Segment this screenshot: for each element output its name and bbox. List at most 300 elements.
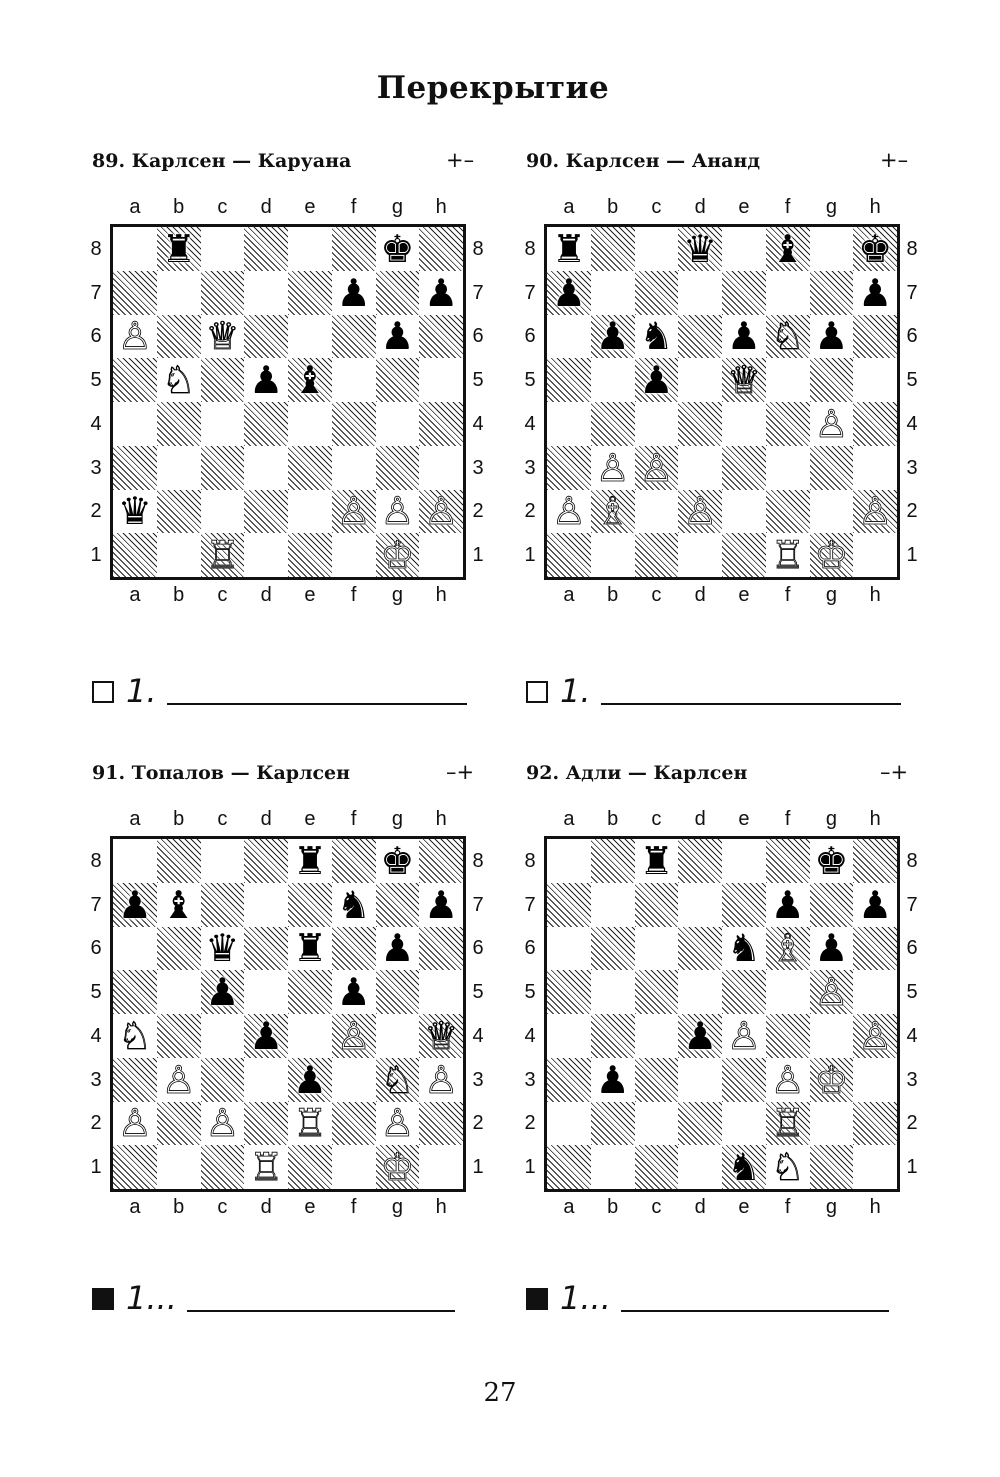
rank-label-3: 3 — [524, 1068, 536, 1091]
square-a5 — [113, 358, 157, 402]
file-label-d: d — [694, 808, 706, 830]
square-a1 — [547, 533, 591, 577]
file-label-f: f — [784, 808, 791, 830]
piece-bB-b7: ♝ — [161, 882, 196, 927]
square-d7 — [244, 271, 288, 315]
rank-label-2: 2 — [90, 1112, 102, 1135]
piece-bP-d4: ♟ — [249, 1013, 284, 1058]
square-a6 — [547, 927, 591, 971]
rank-label-8: 8 — [472, 849, 484, 872]
answer-input-line[interactable] — [601, 703, 901, 705]
square-a4 — [113, 402, 157, 446]
piece-wP-b3: ♙ — [161, 1057, 196, 1102]
file-label-d: d — [260, 1196, 272, 1218]
file-label-a: a — [129, 808, 141, 830]
file-label-h: h — [869, 1196, 881, 1218]
piece-bP-f5: ♟ — [336, 970, 371, 1015]
answer-row — [92, 672, 467, 710]
square-a5 — [547, 358, 591, 402]
evaluation-mark: +– — [446, 148, 475, 172]
rank-label-8: 8 — [524, 237, 536, 260]
square-d2 — [244, 490, 288, 534]
square-f7 — [332, 883, 376, 927]
piece-bN-e1: ♞ — [726, 1145, 761, 1190]
square-g3 — [810, 446, 854, 490]
square-a5 — [113, 970, 157, 1014]
rank-label-8: 8 — [90, 849, 102, 872]
evaluation-mark: –+ — [446, 760, 475, 784]
square-g2 — [810, 1102, 854, 1146]
piece-bK-h8: ♚ — [858, 226, 893, 271]
file-label-c: c — [217, 808, 228, 830]
piece-bP-d4: ♟ — [683, 1013, 718, 1058]
rank-label-6: 6 — [472, 325, 484, 348]
file-label-e: e — [304, 1196, 316, 1218]
square-c8 — [635, 839, 679, 883]
rank-label-5: 5 — [906, 981, 918, 1004]
square-c2 — [635, 490, 679, 534]
square-a4 — [547, 1014, 591, 1058]
square-h3 — [419, 446, 463, 490]
piece-bB-f8: ♝ — [770, 226, 805, 271]
chess-board — [544, 836, 900, 1192]
rank-label-7: 7 — [472, 281, 484, 304]
square-e2 — [288, 1102, 332, 1146]
square-a3 — [113, 1058, 157, 1102]
square-e1 — [288, 533, 332, 577]
rank-label-4: 4 — [90, 1024, 102, 1047]
file-label-e: e — [738, 808, 750, 830]
square-c8 — [201, 839, 245, 883]
rank-label-6: 6 — [906, 325, 918, 348]
white-to-move-icon — [92, 681, 114, 703]
square-c5 — [635, 970, 679, 1014]
square-c1 — [635, 1145, 679, 1189]
square-d8 — [244, 839, 288, 883]
rank-label-1: 1 — [524, 1156, 536, 1179]
square-c4 — [201, 402, 245, 446]
rank-label-4: 4 — [472, 412, 484, 435]
square-e6 — [722, 927, 766, 971]
piece-wN-a4: ♘ — [117, 1013, 152, 1058]
square-f4 — [766, 402, 810, 446]
rank-label-6: 6 — [472, 937, 484, 960]
square-h6 — [419, 315, 463, 359]
square-d5 — [244, 970, 288, 1014]
square-b8 — [157, 227, 201, 271]
square-d7 — [244, 883, 288, 927]
square-d6 — [678, 315, 722, 359]
square-b5 — [157, 970, 201, 1014]
square-h8 — [419, 227, 463, 271]
answer-row — [526, 672, 901, 710]
piece-bQ-d8: ♛ — [683, 226, 718, 271]
square-a7 — [113, 883, 157, 927]
piece-wQ-h4: ♕ — [424, 1013, 459, 1058]
answer-row — [526, 1279, 889, 1317]
rank-label-2: 2 — [524, 1112, 536, 1135]
piece-bR-e6: ♜ — [292, 926, 327, 971]
square-b3 — [157, 446, 201, 490]
square-c3 — [201, 446, 245, 490]
square-h1 — [419, 533, 463, 577]
square-b3 — [157, 1058, 201, 1102]
square-a2 — [113, 490, 157, 534]
square-b6 — [591, 927, 635, 971]
diagram-caption: 91. Топалов — Карлсен — [92, 762, 351, 784]
square-b5 — [157, 358, 201, 402]
rank-label-3: 3 — [472, 1068, 484, 1091]
piece-bP-e6: ♟ — [726, 314, 761, 359]
square-b5 — [591, 358, 635, 402]
square-d6 — [678, 927, 722, 971]
piece-wP-d2: ♙ — [683, 489, 718, 534]
piece-bP-g6: ♟ — [814, 314, 849, 359]
rank-label-2: 2 — [472, 1112, 484, 1135]
rank-label-4: 4 — [524, 412, 536, 435]
square-c3 — [635, 1058, 679, 1102]
square-d1 — [678, 1145, 722, 1189]
piece-wP-b3: ♙ — [595, 445, 630, 490]
square-f4 — [332, 1014, 376, 1058]
square-f8 — [766, 839, 810, 883]
piece-wP-a6: ♙ — [117, 314, 152, 359]
square-d2 — [678, 490, 722, 534]
square-f1 — [766, 533, 810, 577]
square-h6 — [853, 315, 897, 359]
square-d7 — [678, 271, 722, 315]
piece-wN-f1: ♘ — [770, 1145, 805, 1190]
square-h8 — [853, 227, 897, 271]
piece-bR-c8: ♜ — [639, 838, 674, 883]
piece-bQ-a2: ♛ — [117, 489, 152, 534]
square-g4 — [810, 402, 854, 446]
square-d8 — [678, 227, 722, 271]
square-g3 — [376, 446, 420, 490]
piece-wR-f2: ♖ — [770, 1101, 805, 1146]
square-d3 — [678, 446, 722, 490]
answer-input-line[interactable] — [621, 1310, 889, 1312]
chess-board — [110, 836, 466, 1192]
square-h2 — [419, 490, 463, 534]
file-label-f: f — [350, 584, 357, 606]
chess-board — [544, 224, 900, 580]
piece-wP-f3: ♙ — [770, 1057, 805, 1102]
square-e7 — [722, 883, 766, 927]
rank-label-1: 1 — [472, 544, 484, 567]
square-f2 — [766, 1102, 810, 1146]
rank-label-7: 7 — [906, 281, 918, 304]
file-label-g: g — [391, 808, 403, 830]
square-f3 — [332, 446, 376, 490]
file-label-d: d — [260, 196, 272, 218]
rank-label-2: 2 — [906, 500, 918, 523]
square-a1 — [547, 1145, 591, 1189]
square-e2 — [722, 1102, 766, 1146]
square-g5 — [810, 970, 854, 1014]
file-label-c: c — [651, 196, 662, 218]
rank-label-6: 6 — [906, 937, 918, 960]
square-a8 — [547, 839, 591, 883]
piece-wB-b2: ♗ — [595, 489, 630, 534]
piece-bP-a7: ♟ — [117, 882, 152, 927]
square-d4 — [244, 1014, 288, 1058]
square-e8 — [288, 839, 332, 883]
square-a8 — [547, 227, 591, 271]
square-h2 — [853, 1102, 897, 1146]
piece-wR-f1: ♖ — [770, 533, 805, 578]
square-e8 — [288, 227, 332, 271]
square-a1 — [113, 533, 157, 577]
square-h3 — [853, 446, 897, 490]
file-label-g: g — [391, 196, 403, 218]
file-label-g: g — [825, 584, 837, 606]
square-g6 — [810, 315, 854, 359]
square-g7 — [376, 883, 420, 927]
square-h6 — [419, 927, 463, 971]
square-h4 — [419, 402, 463, 446]
square-b6 — [591, 315, 635, 359]
square-d5 — [244, 358, 288, 402]
square-f5 — [332, 358, 376, 402]
square-g2 — [810, 490, 854, 534]
piece-bP-b6: ♟ — [595, 314, 630, 359]
square-g1 — [810, 1145, 854, 1189]
file-label-c: c — [217, 584, 228, 606]
file-label-b: b — [173, 1196, 185, 1218]
file-label-e: e — [304, 584, 316, 606]
square-a7 — [113, 271, 157, 315]
square-c4 — [201, 1014, 245, 1058]
square-f4 — [766, 1014, 810, 1058]
piece-wP-g2: ♙ — [380, 1101, 415, 1146]
piece-bP-f7: ♟ — [770, 882, 805, 927]
square-e3 — [288, 1058, 332, 1102]
square-f8 — [766, 227, 810, 271]
square-d6 — [244, 927, 288, 971]
square-e8 — [722, 227, 766, 271]
square-b6 — [157, 315, 201, 359]
rank-label-5: 5 — [524, 981, 536, 1004]
square-e5 — [722, 970, 766, 1014]
square-b4 — [157, 402, 201, 446]
piece-wP-a2: ♙ — [551, 489, 586, 534]
square-a2 — [547, 1102, 591, 1146]
piece-bN-e6: ♞ — [726, 926, 761, 971]
rank-label-4: 4 — [906, 1024, 918, 1047]
square-d8 — [244, 227, 288, 271]
piece-bR-a8: ♜ — [551, 226, 586, 271]
square-g3 — [810, 1058, 854, 1102]
rank-label-3: 3 — [472, 456, 484, 479]
square-h5 — [419, 358, 463, 402]
square-a7 — [547, 883, 591, 927]
rank-label-7: 7 — [906, 893, 918, 916]
square-c6 — [201, 315, 245, 359]
file-label-d: d — [694, 196, 706, 218]
square-f6 — [766, 315, 810, 359]
rank-label-8: 8 — [906, 237, 918, 260]
piece-bR-b8: ♜ — [161, 226, 196, 271]
square-f1 — [332, 1145, 376, 1189]
piece-bB-e5: ♝ — [292, 358, 327, 403]
square-e1 — [722, 533, 766, 577]
piece-bP-g6: ♟ — [814, 926, 849, 971]
piece-bP-c5: ♟ — [639, 358, 674, 403]
square-h7 — [419, 271, 463, 315]
square-h3 — [853, 1058, 897, 1102]
square-a6 — [113, 315, 157, 359]
chess-board — [110, 224, 466, 580]
file-label-h: h — [435, 196, 447, 218]
diagram-caption: 89. Карлсен — Каруана — [92, 150, 352, 172]
square-e7 — [722, 271, 766, 315]
square-b8 — [157, 839, 201, 883]
square-f6 — [332, 927, 376, 971]
square-g2 — [376, 490, 420, 534]
piece-wR-d1: ♖ — [249, 1145, 284, 1190]
square-e1 — [722, 1145, 766, 1189]
rank-label-3: 3 — [524, 456, 536, 479]
square-e7 — [288, 271, 332, 315]
square-b7 — [591, 271, 635, 315]
piece-wK-g1: ♔ — [380, 533, 415, 578]
piece-wP-f4: ♙ — [336, 1013, 371, 1058]
file-label-f: f — [784, 1196, 791, 1218]
square-c5 — [201, 358, 245, 402]
page-title: Перекрытие — [376, 70, 610, 106]
square-h7 — [853, 883, 897, 927]
piece-wN-g3: ♘ — [380, 1057, 415, 1102]
evaluation-mark: +– — [880, 148, 909, 172]
square-d3 — [244, 1058, 288, 1102]
file-label-g: g — [825, 1196, 837, 1218]
piece-bK-g8: ♚ — [814, 838, 849, 883]
square-g8 — [376, 839, 420, 883]
file-label-f: f — [350, 1196, 357, 1218]
piece-wP-h4: ♙ — [858, 1013, 893, 1058]
square-b2 — [591, 1102, 635, 1146]
square-e4 — [288, 1014, 332, 1058]
file-label-d: d — [260, 808, 272, 830]
square-h7 — [853, 271, 897, 315]
square-f7 — [766, 271, 810, 315]
rank-label-1: 1 — [90, 1156, 102, 1179]
file-label-c: c — [651, 584, 662, 606]
square-b4 — [591, 402, 635, 446]
square-a7 — [547, 271, 591, 315]
square-g5 — [376, 358, 420, 402]
square-e5 — [288, 358, 332, 402]
answer-input-line[interactable] — [187, 1310, 455, 1312]
piece-wQ-c6: ♕ — [205, 314, 240, 359]
square-f1 — [332, 533, 376, 577]
square-a2 — [113, 1102, 157, 1146]
rank-label-3: 3 — [90, 456, 102, 479]
rank-label-3: 3 — [906, 1068, 918, 1091]
rank-label-2: 2 — [90, 500, 102, 523]
square-f5 — [332, 970, 376, 1014]
file-label-e: e — [304, 196, 316, 218]
piece-wP-h2: ♙ — [858, 489, 893, 534]
piece-wR-c1: ♖ — [205, 533, 240, 578]
rank-label-5: 5 — [524, 369, 536, 392]
square-h4 — [853, 1014, 897, 1058]
piece-wP-a2: ♙ — [117, 1101, 152, 1146]
square-d1 — [244, 1145, 288, 1189]
move-prompt: 1... — [126, 1279, 177, 1317]
rank-label-5: 5 — [472, 981, 484, 1004]
black-to-move-icon — [92, 1288, 114, 1310]
square-a3 — [547, 1058, 591, 1102]
square-g7 — [810, 271, 854, 315]
square-e4 — [722, 402, 766, 446]
file-label-h: h — [435, 808, 447, 830]
square-e4 — [288, 402, 332, 446]
piece-bP-b3: ♟ — [595, 1057, 630, 1102]
square-c6 — [635, 315, 679, 359]
piece-bP-e3: ♟ — [292, 1057, 327, 1102]
file-label-f: f — [350, 808, 357, 830]
square-b2 — [591, 490, 635, 534]
square-a3 — [113, 446, 157, 490]
file-label-g: g — [391, 1196, 403, 1218]
square-c7 — [201, 271, 245, 315]
rank-label-3: 3 — [90, 1068, 102, 1091]
square-b3 — [591, 446, 635, 490]
piece-wP-g4: ♙ — [814, 401, 849, 446]
square-c1 — [201, 533, 245, 577]
rank-label-6: 6 — [524, 937, 536, 960]
black-to-move-icon — [526, 1288, 548, 1310]
file-label-b: b — [173, 196, 185, 218]
square-d7 — [678, 883, 722, 927]
file-label-e: e — [304, 808, 316, 830]
file-label-f: f — [784, 196, 791, 218]
square-d2 — [678, 1102, 722, 1146]
piece-wN-b5: ♘ — [161, 358, 196, 403]
square-g6 — [376, 927, 420, 971]
file-label-h: h — [869, 196, 881, 218]
square-c4 — [635, 402, 679, 446]
square-f2 — [332, 490, 376, 534]
square-e3 — [288, 446, 332, 490]
square-b7 — [157, 883, 201, 927]
square-g8 — [810, 839, 854, 883]
square-e3 — [722, 1058, 766, 1102]
square-c4 — [635, 1014, 679, 1058]
piece-bP-h7: ♟ — [858, 882, 893, 927]
square-d8 — [678, 839, 722, 883]
piece-wP-e4: ♙ — [726, 1013, 761, 1058]
square-b1 — [591, 1145, 635, 1189]
square-a4 — [113, 1014, 157, 1058]
square-g1 — [376, 1145, 420, 1189]
square-a3 — [547, 446, 591, 490]
square-g8 — [810, 227, 854, 271]
square-a6 — [547, 315, 591, 359]
file-label-h: h — [435, 1196, 447, 1218]
file-label-a: a — [129, 1196, 141, 1218]
answer-input-line[interactable] — [167, 703, 467, 705]
file-label-a: a — [129, 196, 141, 218]
square-f3 — [766, 446, 810, 490]
rank-label-1: 1 — [524, 544, 536, 567]
square-e1 — [288, 1145, 332, 1189]
square-f6 — [766, 927, 810, 971]
file-label-a: a — [563, 1196, 575, 1218]
square-b6 — [157, 927, 201, 971]
